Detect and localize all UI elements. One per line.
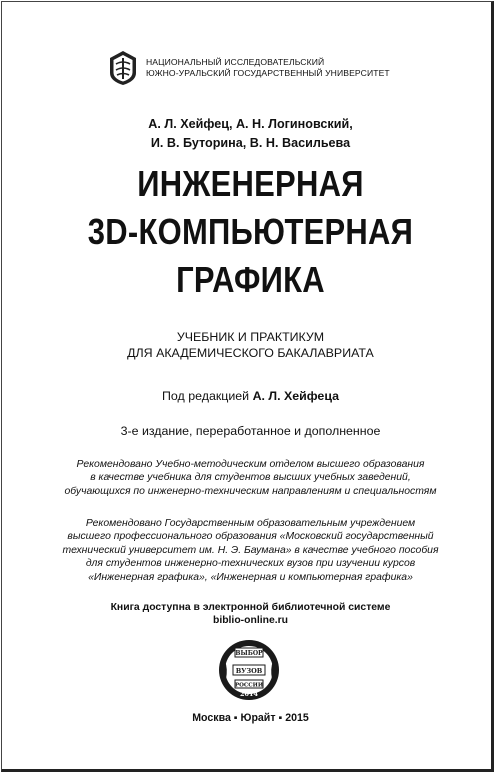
recommendation-1-line: обучающихся по инженерно-техническим направлениям и специальностям [64, 485, 437, 497]
authors [0, 115, 501, 153]
recommendation-2-line: для студентов инженерно-технических вузов при изучении курсов [85, 558, 416, 570]
imprint-separator: ▪ [233, 712, 238, 724]
imprint [0, 712, 501, 724]
book-subtitle [0, 329, 501, 361]
recommendation-2 [0, 517, 501, 584]
imprint-city: Москва [192, 712, 231, 724]
seal-top-text: ВЫБОР [235, 650, 263, 657]
recommendation-2-line: высшего профессионального образования «Московский государственный [67, 531, 434, 543]
university-line-1: НАЦИОНАЛЬНЫЙ ИССЛЕДОВАТЕЛЬСКИЙ [146, 57, 325, 67]
seal-bottom-text: РОССИИ [234, 682, 264, 689]
book-title-line-2: 3D-КОМПЬЮТЕРНАЯ [87, 211, 414, 252]
editor-name: А. Л. Хейфеца [252, 389, 339, 403]
authors-line-2: И. В. Буторина, В. Н. Васильева [150, 136, 351, 150]
book-title-line-1: ИНЖЕНЕРНАЯ [137, 163, 364, 204]
recommendation-2-line: технический университет им. Н. Э. Баумана» в качестве учебного пособия [62, 544, 439, 556]
edition-note: 3-е издание, переработанное и дополненное [120, 424, 381, 438]
recommendation-2-line: Рекомендовано Государственным образовательным учреждением [85, 518, 416, 529]
imprint-year: 2015 [285, 712, 309, 724]
editor-prefix: Под редакцией [162, 389, 250, 403]
book-subtitle-line-2: ДЛЯ АКАДЕМИЧЕСКОГО БАКАЛАВРИАТА [127, 346, 374, 360]
recommendation-1-line: Рекомендовано Учебно-методическим отделом высшего образования [76, 459, 425, 470]
library-note-line: Книга доступна в электронной библиотечной системе [110, 602, 391, 613]
book-title-line-3: ГРАФИКА [176, 259, 325, 300]
imprint-publisher: Юрайт [240, 712, 276, 724]
book-subtitle-line-1: УЧЕБНИК И ПРАКТИКУМ [176, 330, 325, 344]
seal-middle-text: ВУЗОВ [235, 667, 263, 675]
authors-line-1: А. Л. Хейфец, А. Н. Логиновский, [148, 117, 353, 131]
imprint-separator: ▪ [278, 712, 283, 724]
library-note [0, 601, 501, 628]
award-seal-icon [218, 639, 280, 701]
recommendation-1 [0, 458, 501, 498]
seal-year: 2014 [239, 690, 259, 698]
book-title [35, 160, 466, 304]
recommendation-2-line: «Инженерная графика», «Инженерная и компьютерная графика» [88, 571, 413, 583]
library-url: biblio-online.ru [212, 615, 289, 627]
editor-line [0, 389, 501, 403]
recommendation-1-line: в качестве учебника для студентов высших учебных заведений, [90, 472, 411, 484]
university-logo-icon [108, 50, 138, 86]
university-name [146, 57, 390, 79]
university-line-2: ЮЖНО-УРАЛЬСКИЙ ГОСУДАРСТВЕННЫЙ УНИВЕРСИТЕТ [146, 68, 390, 78]
